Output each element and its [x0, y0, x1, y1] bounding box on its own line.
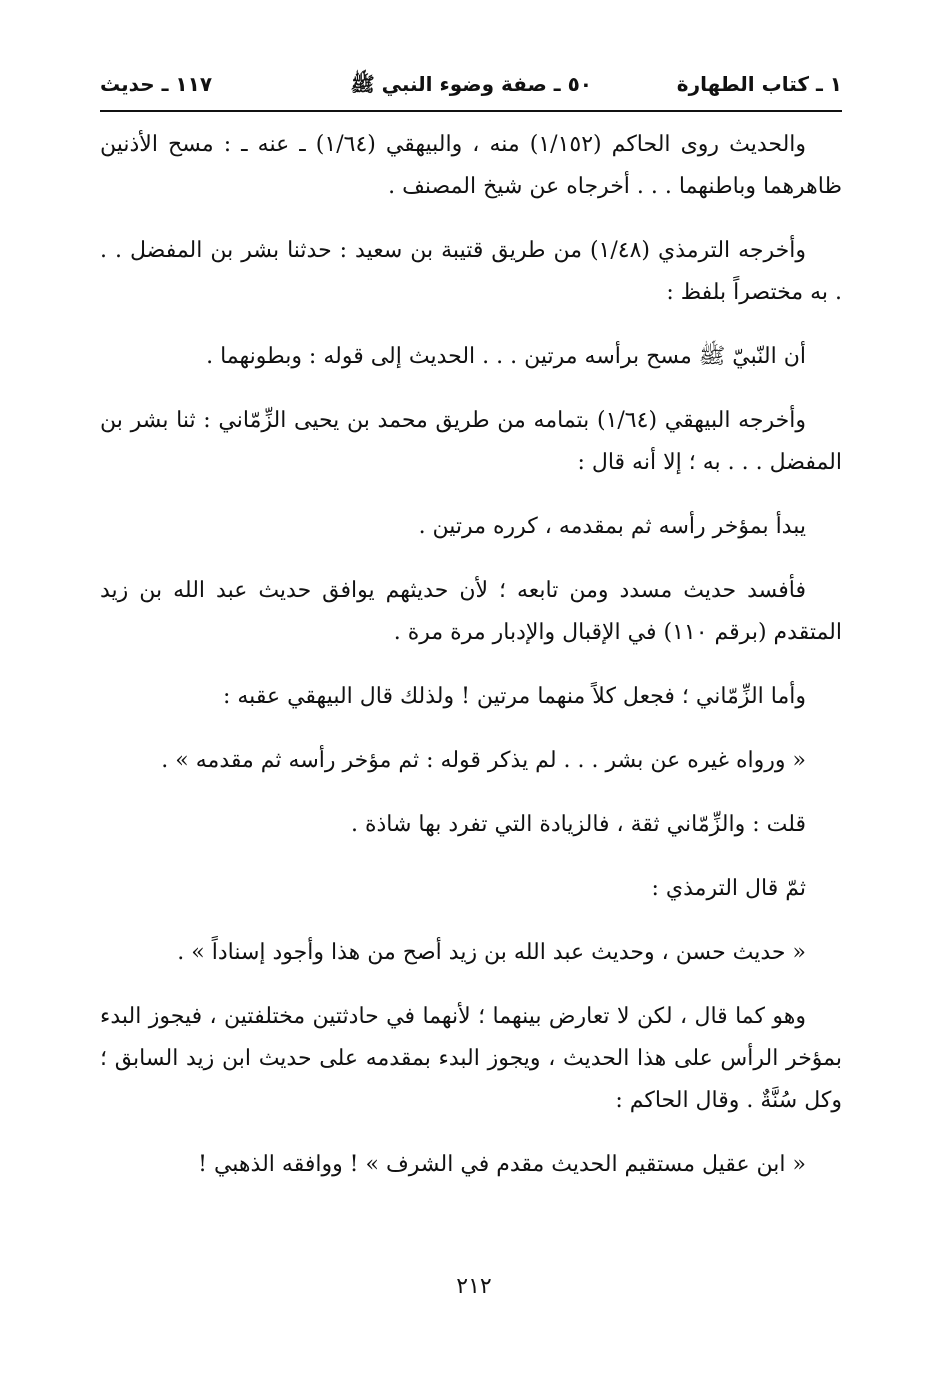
- body-text: [100, 124, 842, 1208]
- header-divider: [100, 110, 842, 112]
- header-section: ٥٠ ـ صفة وضوء النبي ﷺ: [350, 72, 592, 96]
- paragraph: وأما الزِّمّاني ؛ فجعل كلاً منهما مرتين ! ولذلك قال البيهقي عقبه :: [222, 684, 806, 709]
- running-header: [100, 66, 842, 106]
- paragraph: والحديث روى الحاكم (١/١٥٢) منه ، والبيهقي (١/٦٤) ـ عنه ـ : مسح الأذنين ظاهرهما وباطنهما . . . أخرجاه عن شيخ المصنف .: [100, 132, 842, 199]
- paragraph: وهو كما قال ، لكن لا تعارض بينهما ؛ لأنهما في حادثتين مختلفتين ، فيجوز البدء بمؤخر الرأس على هذا الحديث ، ويجوز البدء بمقدمه على حديث ابن زيد السابق ؛ وكل سُنَّةٌ . وقال الحاكم :: [100, 1004, 842, 1113]
- quoted-hadith: أن النّبيّ ﷺ مسح برأسه مرتين . . . الحديث إلى قوله : وبطونهما .: [206, 344, 806, 369]
- page-number: ٢١٢: [456, 1274, 492, 1299]
- paragraph: وأخرجه البيهقي (١/٦٤) بتمامه من طريق محمد بن يحيى الزِّمّاني : ثنا بشر بن المفضل . . . به ؛ إلا أنه قال :: [100, 408, 842, 475]
- paragraph: قلت : والزِّمّاني ثقة ، فالزيادة التي تفرد بها شاذة .: [350, 812, 806, 837]
- quotation: « ابن عقيل مستقيم الحديث مقدم في الشرف » ! ووافقه الذهبي !: [198, 1152, 806, 1177]
- paragraph: ثمّ قال الترمذي :: [651, 876, 806, 901]
- quotation: « حديث حسن ، وحديث عبد الله بن زيد أصح من هذا وأجود إسناداً » .: [177, 940, 806, 965]
- quotation: « ورواه غيره عن بشر . . . لم يذكر قوله : ثم مؤخر رأسه ثم مقدمه » .: [161, 748, 806, 773]
- header-hadith-number: ١١٧ ـ حديث: [100, 72, 213, 96]
- paragraph: فأفسد حديث مسدد ومن تابعه ؛ لأن حديثهم يوافق حديث عبد الله بن زيد المتقدم (برقم ١١٠) في الإقبال والإدبار مرة مرة .: [100, 578, 842, 645]
- paragraph: وأخرجه الترمذي (١/٤٨) من طريق قتيبة بن سعيد : حدثنا بشر بن المفضل . . . به مختصراً بلفظ :: [100, 238, 842, 305]
- quoted-hadith: يبدأ بمؤخر رأسه ثم بمقدمه ، كرره مرتين .: [418, 514, 806, 539]
- header-chapter: ١ ـ كتاب الطهارة: [676, 72, 842, 96]
